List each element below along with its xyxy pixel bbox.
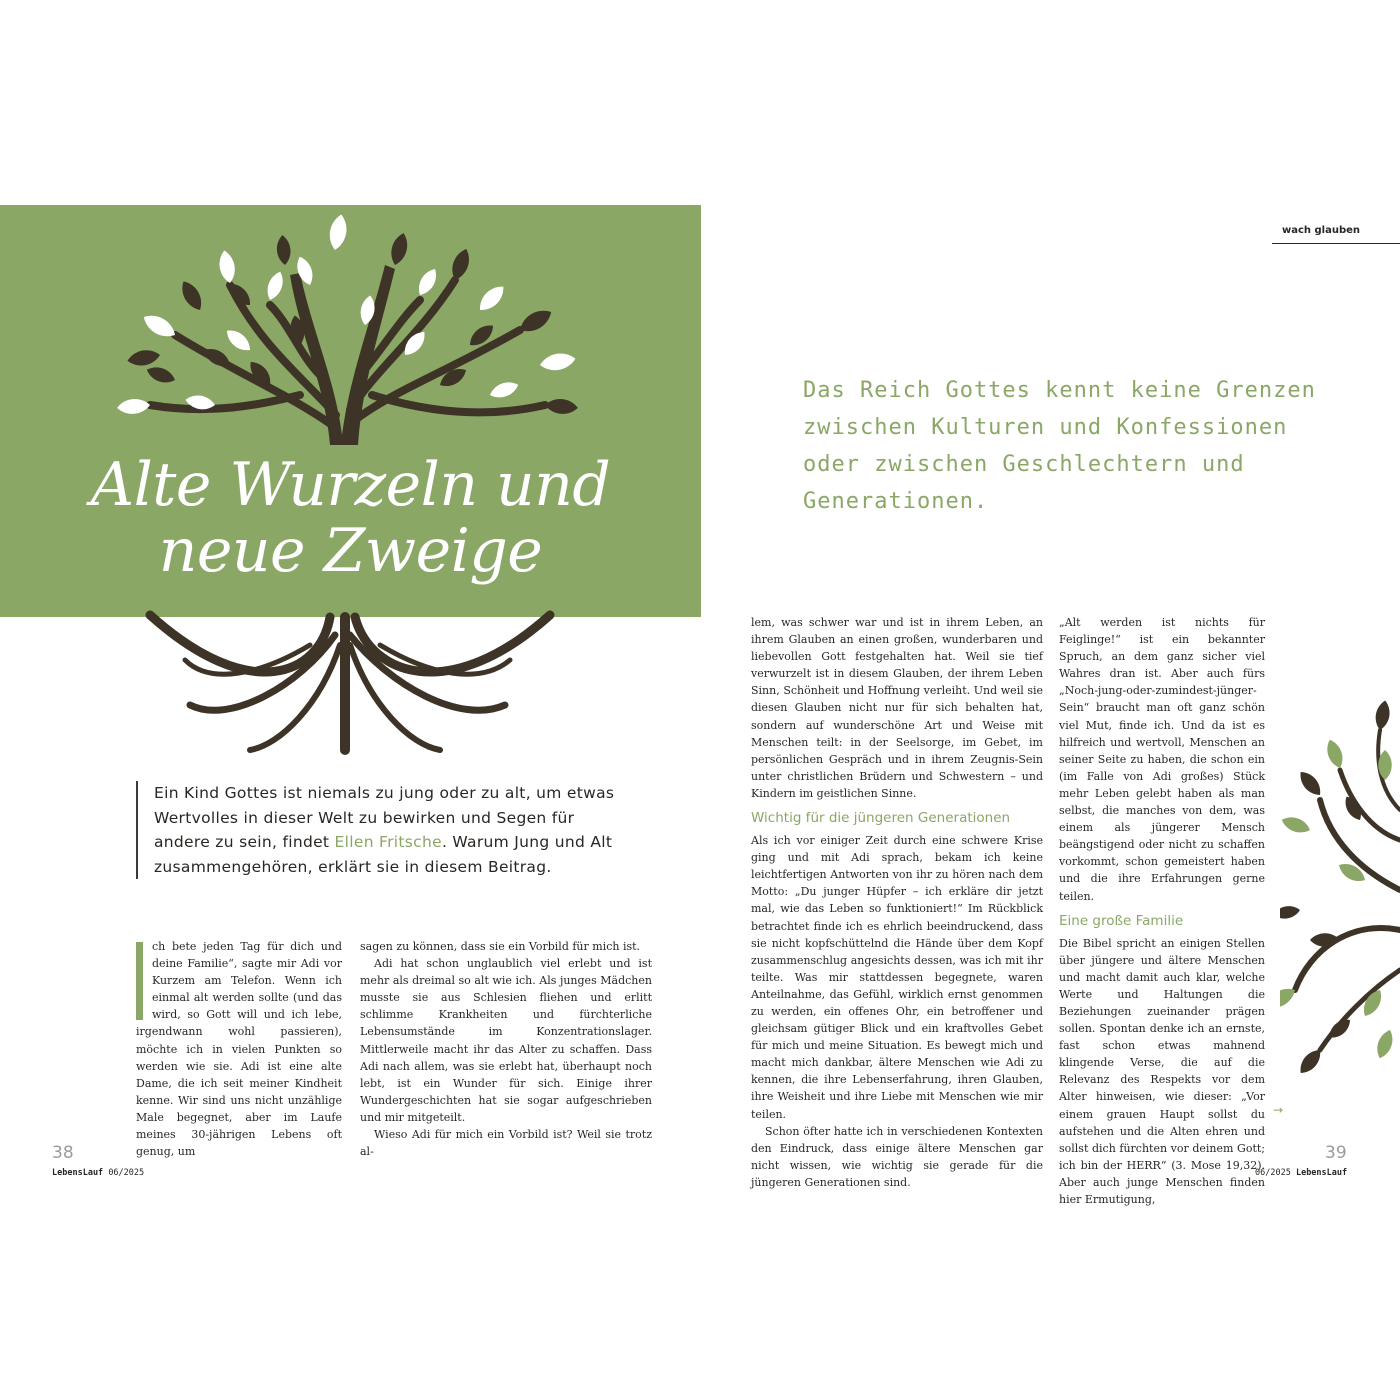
- body-paragraph: Adi hat schon unglaublich viel erlebt und ist mehr als dreimal so alt wie ich. Als junges Mädchen musste sie aus Schlesien fliehen und erlitt schlimme Krankheiten und fürchterliche Lebensumstände im Konzentrationslager. Mittlerweile macht ihr das Alter zu schaffen. Dass Adi nach allem, was sie erlebt hat, überhaupt noch lebt, ist ein Wunder für sich. Einige ihrer Wundergeschichten hat sie sogar aufgeschrieben und mir mitgeteilt.: [360, 957, 652, 1124]
- footer-left: [52, 1168, 144, 1178]
- leaf-shape: [544, 398, 578, 416]
- leaf-shape: [1373, 699, 1392, 731]
- leaf-shape: [1310, 933, 1340, 947]
- magazine-name: LebensLauf: [1295, 1168, 1348, 1178]
- leaf-shape: [1373, 1028, 1396, 1061]
- leaf-shape: [223, 326, 255, 356]
- tree-illustration-right: [1280, 690, 1400, 1080]
- title-line-2: neue Zweige: [158, 516, 543, 586]
- tree-root: [355, 615, 550, 672]
- tree-branch: [150, 395, 300, 409]
- body-column-3: [751, 614, 1043, 1191]
- section-rule: [1272, 243, 1400, 244]
- title-line-1: Alte Wurzeln und: [90, 450, 611, 520]
- subheading-big-family: Eine große Familie: [1059, 912, 1184, 929]
- leaf-shape: [539, 351, 577, 373]
- leaf-shape: [488, 378, 521, 401]
- leaf-shape: [264, 270, 287, 303]
- issue-number: 06/2025: [108, 1168, 145, 1178]
- leaf-shape: [1296, 768, 1326, 800]
- body-paragraph: sagen zu können, dass sie ein Vorbild für mich ist.: [360, 940, 641, 953]
- leaf-shape: [1280, 904, 1301, 921]
- intro-teaser: [136, 781, 624, 879]
- footer-right: [1255, 1168, 1347, 1178]
- body-column-2: [360, 938, 652, 1160]
- leaf-shape: [475, 281, 509, 315]
- drop-cap-bar: [136, 942, 143, 1020]
- intro-text-end: . Warum Jung und Alt zusammengehören, erklärt sie in diesem Beitrag.: [154, 833, 613, 876]
- page-number-left: 38: [52, 1143, 74, 1163]
- leaf-shape: [327, 213, 349, 251]
- magazine-name: LebensLauf: [52, 1168, 104, 1178]
- leaf-shape: [126, 348, 161, 368]
- pull-quote: Das Reich Gottes kennt keine Grenzen zwischen Kulturen und Konfessionen oder zwischen Geschlechtern und Generationen.: [803, 378, 1316, 514]
- leaf-shape: [145, 363, 178, 386]
- body-paragraph: ch bete jeden Tag für dich und deine Familie“, sagte mir Adi vor Kurzem am Telefon. Wenn ich einmal alt werden sollte (und das wird, so Gott will und ich lebe, irgendwann wohl passieren), möchte ich in vielen Punkten so werden wie sie. Adi ist eine alte Dame, die ich seit meiner Kindheit kenne. Wir sind uns nicht unzählige Male begegnet, aber im Laufe meines 30-jährigen Lebens oft genug, um: [136, 940, 342, 1159]
- body-paragraph: „Alt werden ist nichts für Feiglinge!“ ist ein bekannter Spruch, an dem ganz sicher viel Wahres dran ist. Aber auch fürs „Noch-jung-oder-zumindest-jünger-Sein“ braucht man oft ganz schön viel Mut, finde ich. Und da ist es hilfreich und wertvoll, Menschen an seiner Seite zu haben, die schon ein (im Falle von Adi großes) Stück mehr Leben gelebt haben als man selbst, die manches von dem, was einem als jüngerer Mensch beängstigend oder nicht zu schaffen vorkommt, schon gemeistert haben und die ihre Erfahrungen gerne teilen.: [1059, 616, 1265, 903]
- body-paragraph: Wieso Adi für mich ein Vorbild ist? Weil sie trotz al-: [360, 1128, 652, 1159]
- continue-arrow-icon: →: [1273, 1103, 1284, 1117]
- tree-root: [150, 615, 330, 672]
- leaf-shape: [388, 231, 411, 267]
- body-paragraph: Als ich vor einiger Zeit durch eine schwere Krise ging und mit Adi sprach, bekam ich keine leichtfertigen Antworten von ihr zu hören nach dem Motto: „Du junger Hüpfer – ich erkläre dir jetzt mal, wie das Leben so funktioniert!“ Im Rückblick betrachtet finde ich es ehrlich beeindruckend, dass sie nicht kopfschüttelnd die Hände über dem Kopf zusammenschlug angesichts dessen, was ich mit ihr teilte. Was mir stattdessen begegnete, waren Anteilnahme, das Gefühl, wirklich ernst genommen zu werden, ein offenes Ohr, ein betroffener und gleichsam gütiger Blick und ein kraftvolles Gebet für mich und meine Situation. Es bewegt mich und macht mich dankbar, ältere Menschen wie Adi zu kennen, die ihre Lebenserfahrung, ihren Glauben, ihre Weisheit und ihre Liebe mit Menschen wie mir teilen.: [751, 834, 1043, 1121]
- section-tag: wach glauben: [1282, 225, 1361, 236]
- leaf-shape: [177, 278, 206, 314]
- leaf-shape: [448, 246, 473, 282]
- body-paragraph: Schon öfter hatte ich in verschiedenen Kontexten den Eindruck, dass einige ältere Menschen gar nicht wissen, wie wichtig sie gerade für die jüngeren Generationen sind.: [751, 1124, 1043, 1189]
- leaf-shape: [1280, 813, 1312, 836]
- leaf-shape: [276, 235, 292, 266]
- leaf-shape: [414, 266, 441, 299]
- body-column-1: [136, 938, 342, 1160]
- body-paragraph: Die Bibel spricht an einigen Stellen über jüngere und ältere Menschen und macht damit auch klar, welche Werte und Haltungen die Beziehungen zueinander prägen sollen. Spontan denke ich an ernste, fast schon etwas mahnend klingende Verse, die auf die Relevanz des Respekts vor dem Alter hinweisen, wie dieser: „Vor einem grauen Haupt sollst du aufstehen und die Alten ehren und sollst dich fürchten vor deinem Gott; ich bin der HERR“ (3. Mose 19,32). Aber auch junge Menschen finden hier Ermutigung,: [1059, 936, 1265, 1206]
- leaf-shape: [217, 249, 237, 284]
- leaf-shape: [1323, 738, 1346, 771]
- body-column-4: [1059, 614, 1265, 1208]
- author-name: Ellen Fritsche: [334, 833, 442, 851]
- issue-number: 06/2025: [1255, 1168, 1291, 1178]
- subheading-younger-generations: Wichtig für die jüngeren Generationen: [751, 810, 1011, 827]
- article-title: [0, 452, 701, 584]
- page-number-right: 39: [1325, 1143, 1347, 1163]
- body-paragraph: lem, was schwer war und ist in ihrem Leben, an ihrem Glauben an einen großen, wunderbaren und liebevollen Gott festgehalten hat. Weil sie tief verwurzelt ist in diesem Glauben, der ihrem Leben Sinn, Schönheit und Hoffnung verleiht. Und weil sie diesen Glauben nicht nur für sich behalten hat, sondern auf wunderschöne Art und Weise mit Menschen teilt: in der Seelsorge, im Gebet, im persönlichen Gespräch und in ihrem Zeugnis-Sein unter christlichen Brüdern und Schwestern – und Kindern im geistlichen Sinne.: [751, 616, 1043, 800]
- intro-text-start: Ein Kind Gottes ist niemals zu jung oder zu alt, um etwas Wertvolles in dieser Welt zu bewirken und Segen für andere zu sein, findet: [154, 784, 615, 851]
- leaf-shape: [116, 398, 150, 416]
